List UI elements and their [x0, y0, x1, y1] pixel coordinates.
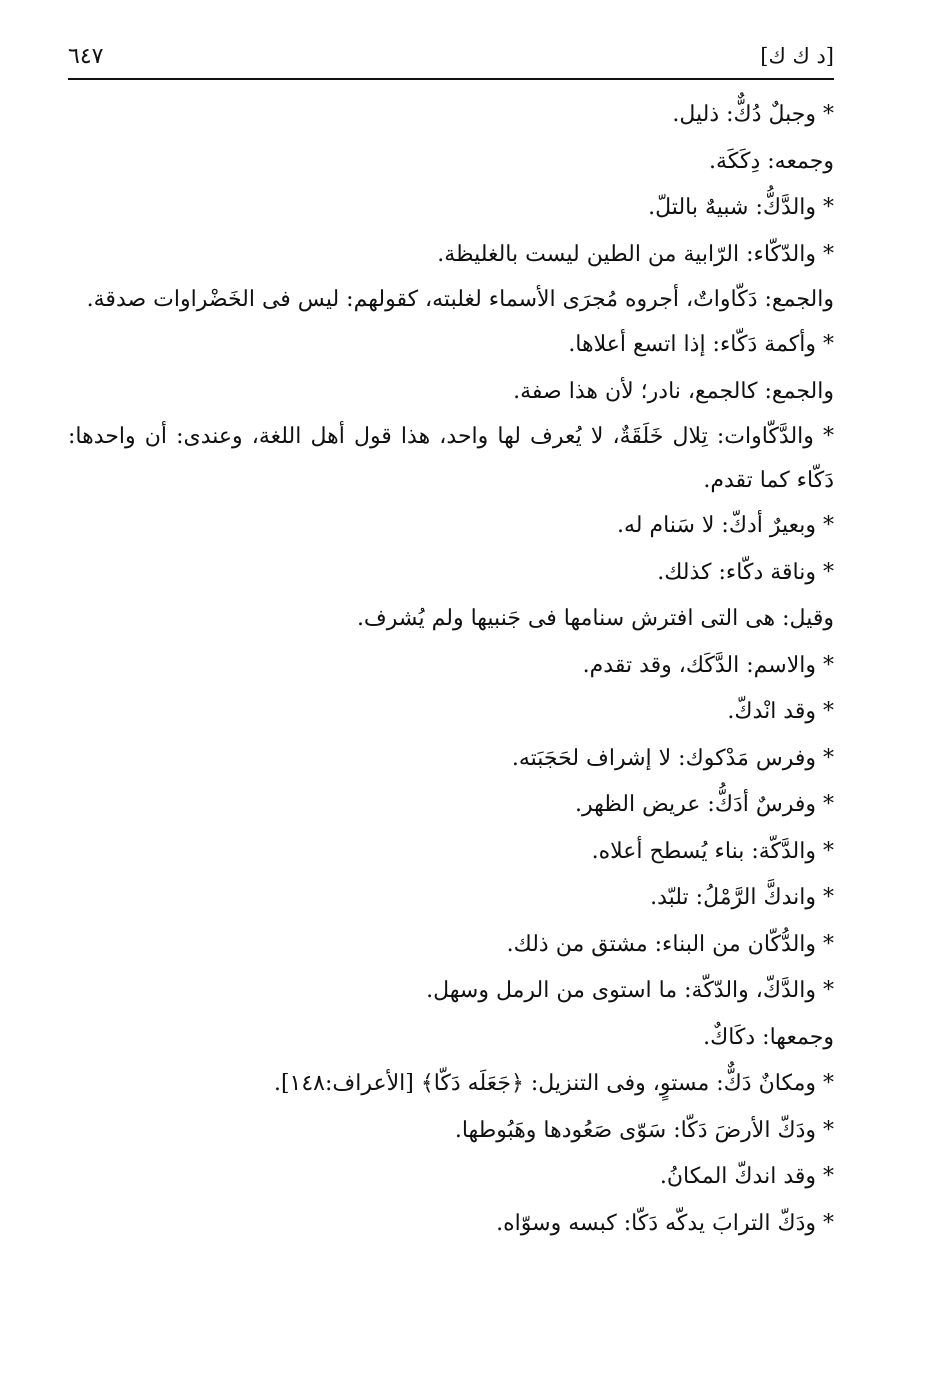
entry: * واندكَّ الرَّمْلُ: تلبّد.: [650, 885, 834, 910]
entry: والجمع: كالجمع، نادر؛ لأن هذا صفة.: [513, 378, 834, 404]
entry: * وأكمة دَكّاء: إذا اتسع أعلاها.: [568, 332, 834, 357]
entry: * ودَكّ الترابَ يدكّه دَكّا: كبسه وسوّاه.: [496, 1210, 834, 1236]
entry: * ومكانٌ دَكٌّ: مستوٍ، وفى التنزيل: ﴿جَعَلَه دَكّا﴾ [الأعراف:١٤٨].: [273, 1071, 834, 1096]
entry: * وفرسٌ أدَكُّ: عريض الظهر.: [574, 792, 834, 817]
running-head: [د ك ك]: [760, 44, 834, 68]
header-rule: [68, 78, 834, 80]
entry: والجمع: دَكّاواتٌ، أجروه مُجرَى الأسماء لغلبته، كقولهم: ليس فى الخَضْراوات صدقة.: [86, 287, 834, 312]
entry: * والدَّكّ، والدّكّة: ما استوى من الرمل وسهل.: [426, 978, 834, 1003]
entries-body: [68, 92, 834, 1247]
entry: وجمعها: دكَاكٌ.: [703, 1024, 834, 1050]
entry: * والدَّكّة: بناء يُسطح أعلاه.: [591, 838, 834, 864]
entry: وقيل: هى التى افترش سنامها فى جَنبيها ولم يُشرف.: [356, 606, 834, 631]
entry: * والاسم: الدَّكَك، وقد تقدم.: [582, 652, 834, 678]
entry: * وقد انْدكّ.: [727, 699, 834, 724]
entry: * وقد اندكّ المكانُ.: [659, 1164, 834, 1189]
entry: * وفرس مَدْكوك: لا إشراف لحَجَبَته.: [511, 745, 834, 771]
entry: * وبعيرٌ أدكّ: لا سَنام له.: [617, 513, 834, 538]
entry: * والدَّكّاوات: تِلال خَلَقَةٌ، لا يُعرف لها واحد، هذا قول أهل اللغة، وعندى: أن واحدها: دَكّاء كما تقدم.: [68, 424, 834, 493]
page-number: ٦٤٧: [68, 44, 104, 69]
entry: * والدَّكُّ: شبيهٌ بالتلّ.: [648, 195, 834, 220]
page-header: [68, 38, 834, 78]
entry: * ودَكّ الأرضَ دَكّا: سَوّى صَعُودها وهَبُوطها.: [454, 1117, 834, 1143]
entry: * والدُّكّان من البناء: مشتق من ذلك.: [506, 931, 834, 957]
entry: * والدّكّاء: الرّابية من الطين ليست بالغليظة.: [437, 241, 834, 267]
entry: وجمعه: دِكَكَة.: [709, 148, 834, 174]
entry: * وجبلٌ دُكٌّ: ذليل.: [672, 102, 834, 127]
entry: * وناقة دكّاء: كذلك.: [657, 559, 834, 585]
